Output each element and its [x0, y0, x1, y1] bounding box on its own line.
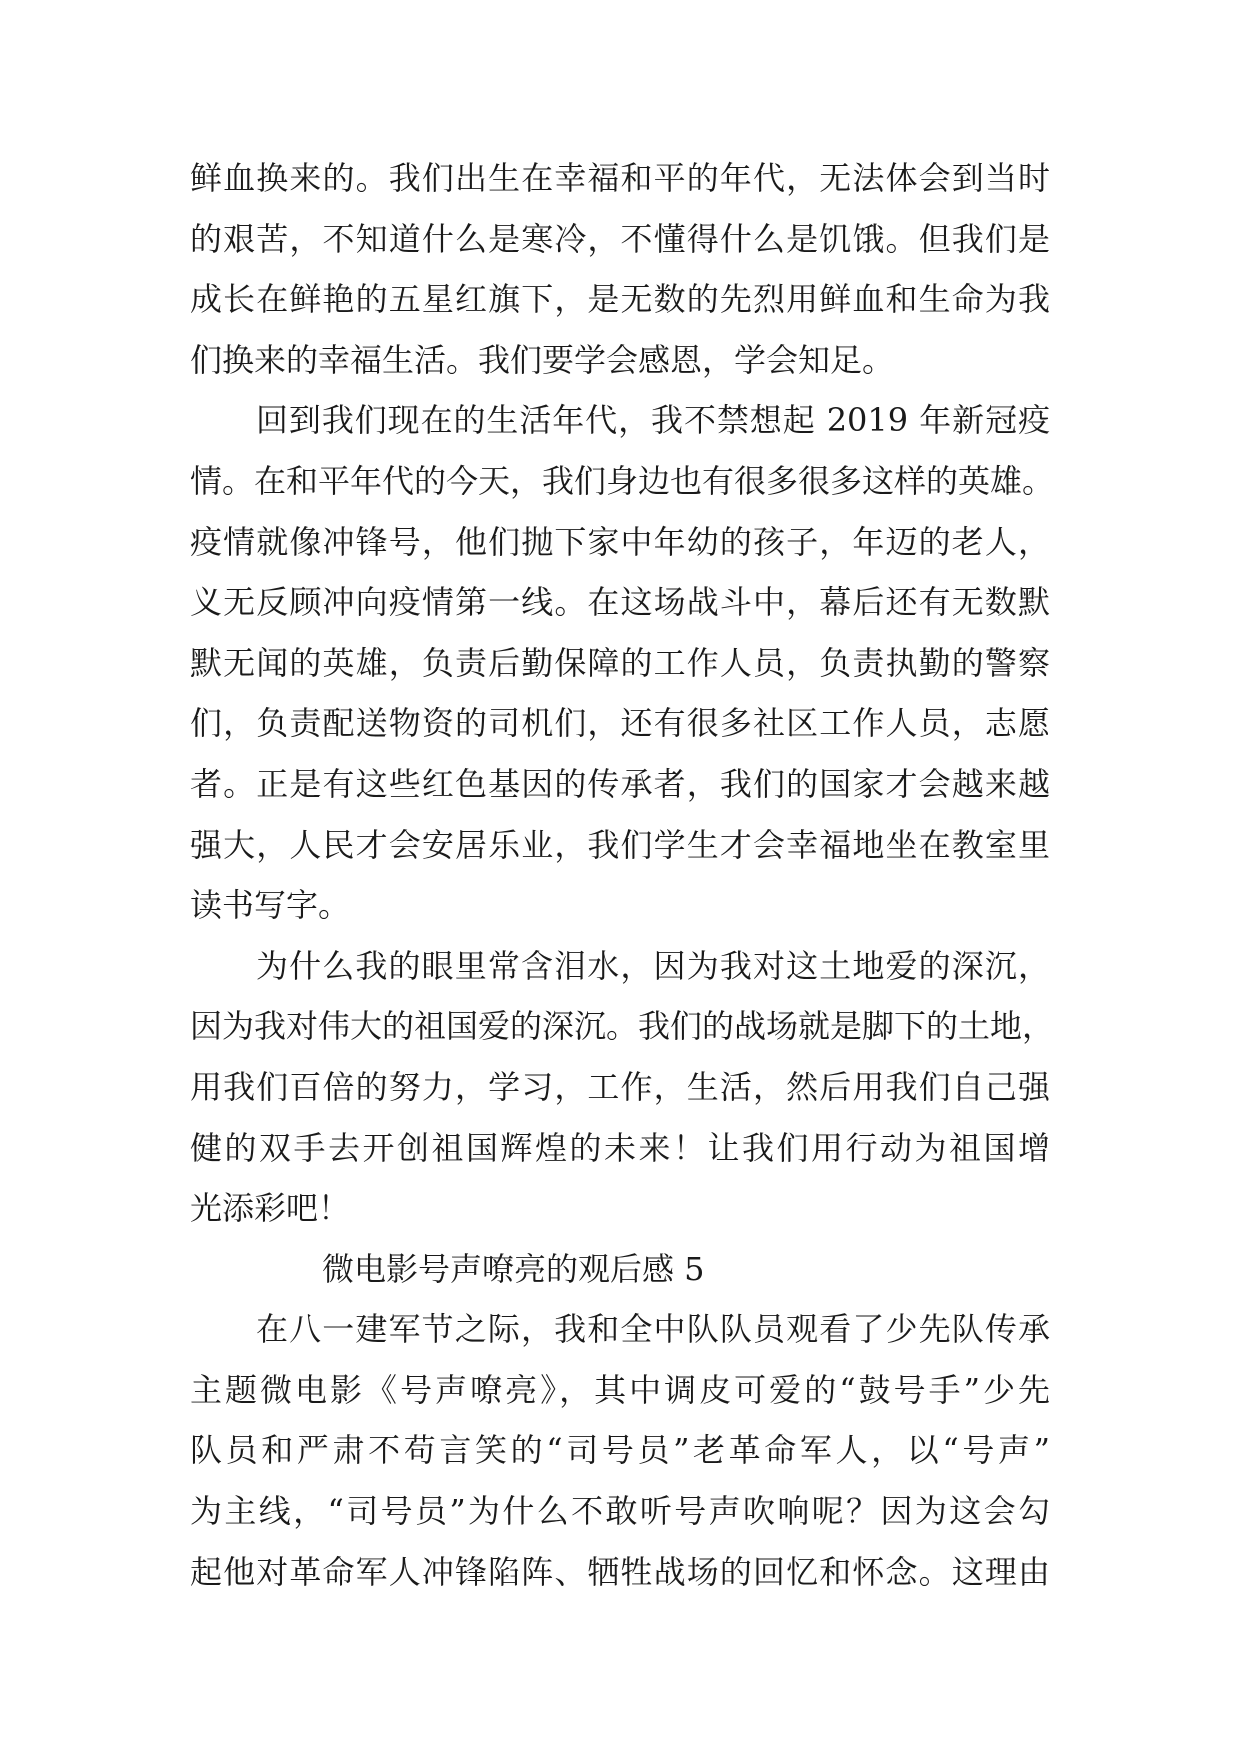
paragraph-1 [190, 148, 1050, 390]
text-line: 义无反顾冲向疫情第一线。在这场战斗中，幕后还有无数默 [190, 583, 1050, 622]
paragraph-4 [190, 1299, 1050, 1602]
document-page [190, 148, 1055, 1602]
text-line: 回到我们现在的生活年代，我不禁想起 2019 年新冠疫 [256, 401, 1050, 440]
text-line: 读书写字。 [190, 886, 351, 925]
text-line: 为什么我的眼里常含泪水，因为我对这土地爱的深沉， [256, 946, 1050, 985]
paragraph-3 [190, 936, 1055, 1239]
text-line: 起他对革命军人冲锋陷阵、牺牲战场的回忆和怀念。这理由 [190, 1552, 1050, 1591]
text-line: 者。正是有这些红色基因的传承者，我们的国家才会越来越 [190, 764, 1050, 803]
text-line: 因为我对伟大的祖国爱的深沉。我们的战场就是脚下的土地， [190, 1007, 1055, 1046]
text-line: 们换来的幸福生活。我们要学会感恩，学会知足。 [190, 340, 895, 379]
text-line: 默无闻的英雄，负责后勤保障的工作人员，负责执勤的警察 [190, 643, 1050, 682]
text-line: 在八一建军节之际，我和全中队队员观看了少先队传承 [256, 1310, 1050, 1349]
text-line: 情。在和平年代的今天，我们身边也有很多很多这样的英雄。 [190, 461, 1055, 500]
text-line: 用我们百倍的努力，学习，工作，生活，然后用我们自己强 [190, 1067, 1050, 1106]
text-line: 队员和严肃不苟言笑的“司号员”老革命军人，以“号声” [190, 1431, 1050, 1470]
text-line: 主题微电影《号声嘹亮》，其中调皮可爱的“鼓号手”少先 [190, 1370, 1050, 1409]
text-line: 鲜血换来的。我们出生在幸福和平的年代，无法体会到当时 [190, 159, 1050, 197]
text-line: 光添彩吧！ [190, 1189, 351, 1228]
text-line: 们，负责配送物资的司机们，还有很多社区工作人员，志愿 [190, 704, 1050, 743]
text-line: 成长在鲜艳的五星红旗下，是无数的先烈用鲜血和生命为我 [190, 280, 1050, 319]
text-line: 为主线，“司号员”为什么不敢听号声吹响呢？因为这会勾 [190, 1492, 1050, 1531]
text-line: 疫情就像冲锋号，他们抛下家中年幼的孩子，年迈的老人， [190, 522, 1050, 561]
text-line: 强大，人民才会安居乐业，我们学生才会幸福地坐在教室里 [190, 825, 1050, 864]
paragraph-2 [190, 390, 1055, 935]
text-line: 健的双手去开创祖国辉煌的未来！让我们用行动为祖国增 [190, 1128, 1050, 1167]
text-line: 的艰苦，不知道什么是寒冷，不懂得什么是饥饿。但我们是 [190, 219, 1050, 258]
section-heading: 微电影号声嘹亮的观后感 5 [322, 1249, 705, 1288]
